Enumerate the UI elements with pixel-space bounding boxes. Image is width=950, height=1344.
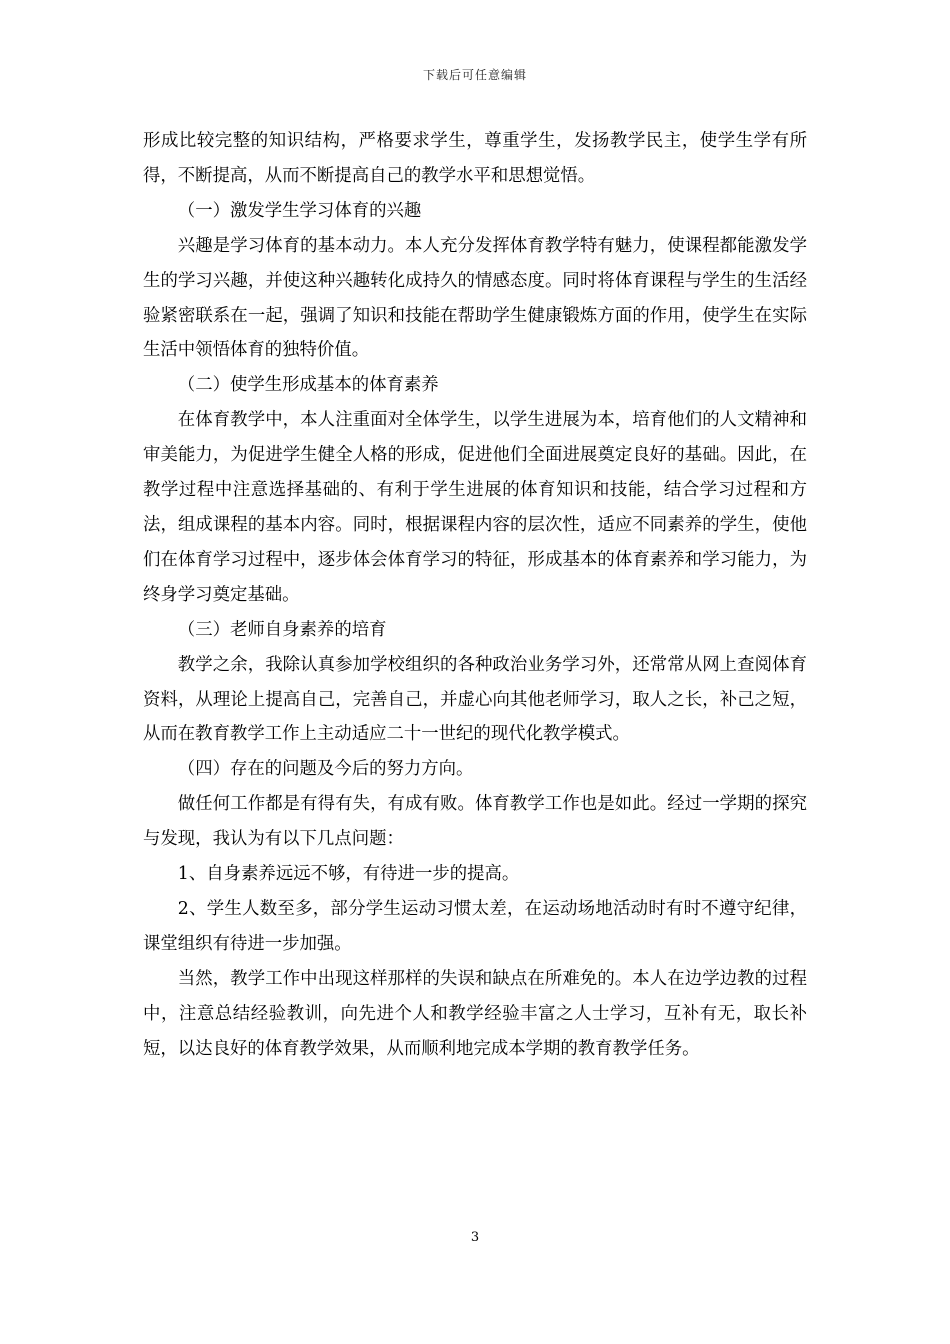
paragraph-interest: 兴趣是学习体育的基本动力。本人充分发挥体育教学特有魅力，使课程都能激发学生的学习兴趣，并使这种兴趣转化成持久的情感态度。同时将体育课程与学生的生活经验紧密联系在一起，强调了知识和技能在帮助学生健康锻炼方面的作用，使学生在实际生活中领悟体育的独特价值。 [143,235,807,361]
document-body [143,124,807,1066]
paragraph-teacher-development: 教学之余，我除认真参加学校组织的各种政治业务学习外，还常常从网上查阅体育资料，从理论上提高自己，完善自己，并虚心向其他老师学习，取人之长，补己之短，从而在教育教学工作上主动适应二十一世纪的现代化教学模式。 [143,654,807,745]
list-item-1: 1、自身素养远远不够，有待进一步的提高。 [177,864,520,885]
list-item-2: 2、学生人数至多，部分学生运动习惯太差，在运动场地活动时有时不遵守纪律，课堂组织有待进一步加强。 [143,898,807,954]
paragraph-continuation: 形成比较完整的知识结构，严格要求学生，尊重学生，发扬教学民主，使学生学有所得，不断提高，从而不断提高自己的教学水平和思想觉悟。 [143,131,807,186]
header-note: 下载后可任意编辑 [422,68,527,82]
page-number: 3 [470,1230,480,1245]
section-heading-2: （二）使学生形成基本的体育素养 [177,375,439,396]
section-heading-1: （一）激发学生学习体育的兴趣 [177,200,422,221]
paragraph-problems-intro: 做任何工作都是有得有失，有成有败。体育教学工作也是如此。经过一学期的探究与发现，我认为有以下几点问题： [143,794,807,850]
paragraph-literacy: 在体育教学中，本人注重面对全体学生，以学生进展为本，培育他们的人文精神和审美能力，为促进学生健全人格的形成，促进他们全面进展奠定良好的基础。因此，在教学过程中注意选择基础的、有利于学生进展的体育知识和技能，结合学习过程和方法，组成课程的基本内容。同时，根据课程内容的层次性，适应不同素养的学生，使他们在体育学习过程中，逐步体会体育学习的特征，形成基本的体育素养和学习能力，为终身学习奠定基础。 [143,410,807,605]
paragraph-conclusion: 当然，教学工作中出现这样那样的失误和缺点在所难免的。本人在边学边教的过程中，注意总结经验教训，向先进个人和教学经验丰富之人士学习，互补有无，取长补短，以达良好的体育教学效果，从而顺利地完成本学期的教育教学任务。 [143,968,807,1059]
section-heading-4: （四）存在的问题及今后的努力方向。 [177,759,474,780]
section-heading-3: （三）老师自身素养的培育 [177,619,387,640]
